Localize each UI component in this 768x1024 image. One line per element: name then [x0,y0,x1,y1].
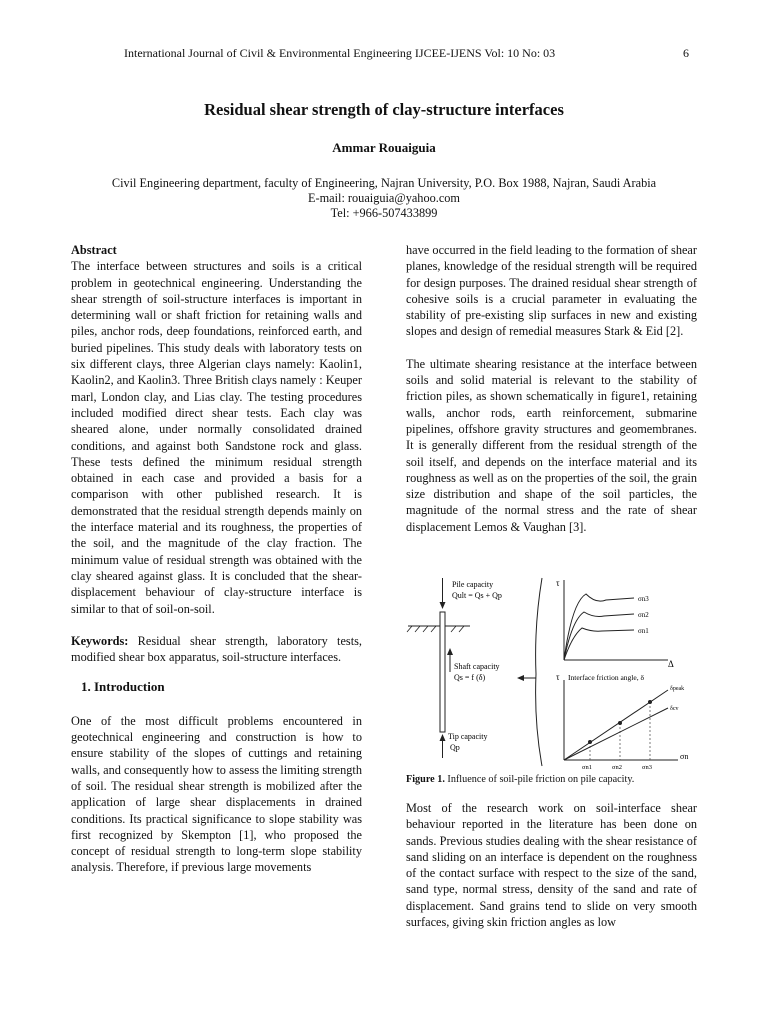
curve-sn1 [564,628,634,660]
point-sn2 [618,721,622,725]
abstract-heading: Abstract [71,243,117,257]
figure-caption-label: Figure 1. [406,774,445,785]
pile-capacity-equation: Qult = Qs + Qp [452,591,502,600]
angle-label-cv: δcv [670,706,679,712]
angle-label-peak: δpeak [670,686,685,692]
figure-caption [406,773,697,786]
lower-y-axis-label: τ [556,672,560,682]
tip-capacity-label: Tip capacity [448,732,488,741]
introduction-heading: 1. Introduction [81,679,165,695]
ground-hatching [407,626,464,632]
shaft-capacity-equation: Qs = f (δ) [454,673,486,682]
pointer-arrowhead [517,675,524,681]
point-sn3 [648,700,652,704]
page-number: 6 [683,46,689,60]
left-column [71,242,362,876]
figure-1 [406,574,697,770]
abstract-text: The interface between structures and soils is a critical problem in geotechnical engineering. Understanding the shear strength of soil-structure interfaces is important in determining wall or shaft friction for retaining walls and piles, anchor rods, deep foundations, reinforced earth, and buried pipelines. This study deals with laboratory tests on six different clays, three Algerian clays namely: Kaolin1, Kaolin2, and Kaolin3. Three British clays namely : Keuper marl, London clay, and Lias clay. The testing procedures included modified direct shear tests. Each clay was sheared alone, under normally consolidated drained conditions, and against both Sandstone rock and glass. These tests defined the minimum residual strength obtained in each case and provided a basis for a comparison with other published research. It is demonstrated that the residual strength depends mainly on the interface material and its roughness, the properties of the soil, and the magnitude of the clay fraction. The minimum value of residual strength was obtained with the clay sheared against glass. It is concluded that the shear-displacement behaviour of clay-structure interface is similar to that of soil-on-soil. [71,259,362,616]
keywords-label: Keywords: [71,633,129,648]
introduction-paragraph: One of the most difficult problems encountered in geotechnical engineering and construction is how to ensure stability of the slopes of cuttings and retaining walls, and consequently how to assess the limiting strength of soil. The residual shear strength is mobilized after the application of large shear displacements in drained conditions. Its practical significance to slope stability was first recognized by Skempton [1], who proposed the concept of residual strength to long-term slope stability analysis. Therefore, if previous large movements [71,713,362,875]
introduction-paragraph-2: The ultimate shearing resistance at the interface between soils and solid material is relevant to the stability of friction piles, as shown schematically in figure1, retaining walls, anchor rods, earth reinforcement, submarine pipelines, offshore gravity structures and geomembranes. It is generally different from the residual strength of the soil itself, and depends on the interface material and its roughness as well as on the properties of the soil, the grain size distribution and shape of the soil particles, the magnitude of the normal stress and the rate of shear displacement Lemos & Vaughan [3]. [406,356,697,534]
tip-capacity-symbol: Qp [450,743,460,752]
lower-tick-sn1: σn1 [582,764,593,770]
point-sn1 [588,740,592,744]
paper-title: Residual shear strength of clay-structure interfaces [204,100,564,119]
introduction-paragraph-continued: have occurred in the field leading to the formation of shear planes, knowledge of the residual strength will be required for design purposes. The drained residual shear strength of cohesive soils is a crucial parameter in evaluating the stability of pre-existing slip surfaces in new and existing slopes and design of remedial measures Stark & Eid [2]. [406,243,697,339]
pile-capacity-label: Pile capacity [452,580,494,589]
shaft-arrowhead [447,648,453,655]
affiliation [0,176,768,221]
peak-envelope [564,690,668,760]
cv-envelope [564,708,668,760]
grouping-bracket [536,578,542,766]
journal-name: International Journal of Civil & Environmental Engineering IJCEE-IJENS Vol: 10 No: 03 [124,46,556,60]
lower-tick-sn2: σn2 [612,764,623,770]
author-telephone: Tel: +966-507433899 [330,206,438,220]
figure-caption-text: Influence of soil-pile friction on pile capacity. [444,774,635,785]
right-column-lower [406,800,697,930]
author-email: E-mail: rouaiguia@yahoo.com [307,191,460,205]
keywords-text: Residual shear strength, laboratory tests, modified shear box apparatus, soil-structure interfaces. [71,633,362,665]
curve-label-sn3: σn3 [638,595,649,603]
curve-sn3 [564,594,634,660]
author-name: Ammar Rouaiguia [332,140,436,155]
lower-plot-title: Interface friction angle, δ [568,673,644,682]
lower-tick-sn3: σn3 [642,764,653,770]
pile-friction-diagram [406,574,697,770]
lower-x-axis-label: σn [680,752,689,761]
introduction-paragraph-3: Most of the research work on soil-interface shear behaviour reported in the literature has been done on sands. Previous studies dealing with the shear resistance of sand sliding on an interface is dependent on the roughness of the contact surface with respect to the size of the sand, sand type, normal stress, density of the sand and rate of displacement. Sand grains tend to slide on very smooth surfaces, giving skin friction angles as low [406,801,697,930]
keywords [71,633,362,666]
pile [440,612,445,732]
affiliation-line: Civil Engineering department, faculty of Engineering, Najran University, P.O. Box 1988, Najran, Saudi Arabia [111,176,657,190]
upper-y-axis-label: τ [556,578,560,588]
upper-x-axis-label: Δ [668,659,674,669]
right-column [406,242,697,535]
shaft-capacity-label: Shaft capacity [454,662,500,671]
curve-label-sn2: σn2 [638,611,649,619]
load-arrowhead [440,602,446,609]
curve-label-sn1: σn1 [638,627,649,635]
tip-arrowhead [440,734,446,741]
